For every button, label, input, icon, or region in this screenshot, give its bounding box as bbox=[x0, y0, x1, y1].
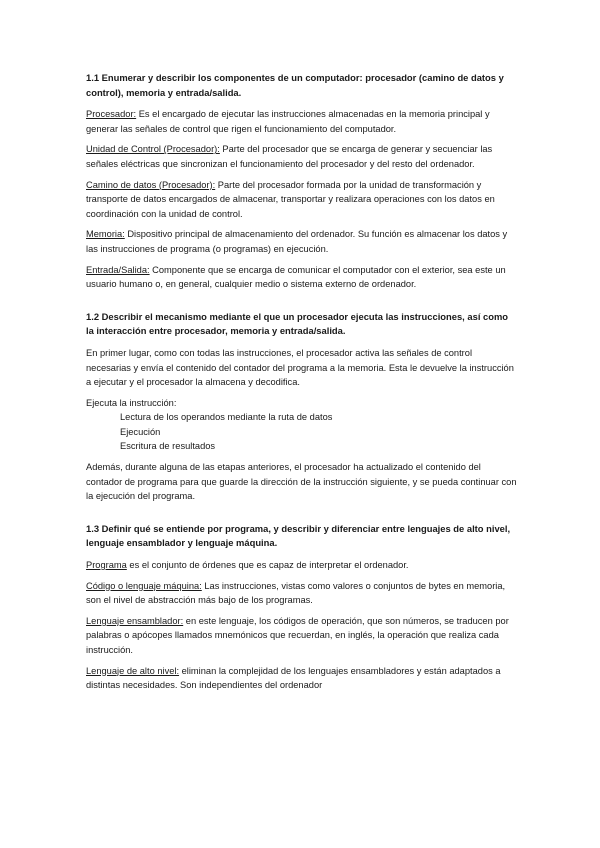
term-label: Programa bbox=[86, 560, 127, 571]
step-item: Escritura de resultados bbox=[120, 441, 216, 452]
term-label: Entrada/Salida: bbox=[86, 264, 150, 275]
definition-entrada-salida bbox=[86, 263, 518, 292]
section-heading: 1.1 Enumerar y describir los componentes de un computador: procesador (camino de datos y control), memoria y entrada/salida. bbox=[86, 72, 504, 98]
definition-text: Componente que se encarga de comunicar el computador con el exterior, sea este un usuario humano o, en general, cualquier medio o sistema externo de ordenador. bbox=[86, 264, 506, 290]
definition-text: Dispositivo principal de almacenamiento del ordenador. Su función es almacenar los datos y las instrucciones de programa (o programas) en ejecución. bbox=[86, 229, 508, 254]
definition-unidad-control bbox=[86, 142, 518, 171]
definition-text: Parte del procesador que se encarga de generar y secuenciar las señales eléctricas que sincronizan el funcionamiento del procesador y del resto del ordenador. bbox=[86, 144, 493, 169]
definition-memoria bbox=[86, 227, 518, 256]
execution-steps bbox=[120, 410, 518, 454]
definition-text: Parte del procesador formada por la unidad de transformación y transporte de datos encargados de almacenar, transportar y realizara operaciones con los datos en coordinación con la unidad de control. bbox=[86, 179, 495, 219]
section-1-1 bbox=[86, 71, 518, 292]
closing-paragraph: Además, durante alguna de las etapas anteriores, el procesador ha actualizado el contenido del contador de programa para que guarde la dirección de la instrucción siguiente, y se pueda continuar con la ejecución del programa. bbox=[86, 462, 517, 502]
term-label: Lenguaje ensamblador: bbox=[86, 615, 184, 626]
term-label: Unidad de Control (Procesador): bbox=[86, 144, 220, 155]
section-heading: 1.3 Definir qué se entiende por programa, y describir y diferenciar entre lenguajes de alto nivel, lenguaje ensamblador y lenguaje máquina. bbox=[86, 522, 511, 549]
definition-text: en este lenguaje, los códigos de operación, que son números, se traducen por palabras o apócopes llamados mnemónicos que recuerdan, en inglés, la operación que realiza cada instrucción. bbox=[86, 615, 509, 655]
document-body bbox=[86, 71, 518, 711]
intro-paragraph: En primer lugar, como con todas las instrucciones, el procesador activa las señales de control necesarias y envía el contenido del contador del programa a la memoria. Esta le devuelve la instrucción a ejecutar y el procesador la almacena y decodifica. bbox=[86, 347, 514, 388]
term-label: Código o lenguaje máquina: bbox=[86, 580, 202, 591]
section-1-3 bbox=[86, 522, 518, 693]
definition-text: es el conjunto de órdenes que es capaz de interpretar el ordenador. bbox=[126, 560, 409, 571]
definition-lenguaje-ensamblador bbox=[86, 614, 518, 658]
term-label: Procesador: bbox=[86, 109, 137, 120]
definition-procesador bbox=[86, 107, 518, 136]
definition-text: Las instrucciones, vistas como valores o conjuntos de bytes en memoria, son el nivel de abstracción más bajo de los programas. bbox=[86, 580, 506, 606]
term-label: Memoria: bbox=[86, 229, 125, 240]
term-label: Lenguaje de alto nivel: bbox=[86, 665, 180, 676]
execute-label: Ejecuta la instrucción: bbox=[86, 397, 177, 408]
definition-text: Es el encargado de ejecutar las instrucciones almacenadas en la memoria principal y generar las señales de control que rigen el funcionamiento del computador. bbox=[86, 109, 490, 134]
section-heading: 1.2 Describir el mecanismo mediante el que un procesador ejecuta las instrucciones, así como la interacción entre procesador, memoria y entrada/salida. bbox=[86, 310, 509, 337]
step-item: Ejecución bbox=[120, 426, 161, 437]
step-item: Lectura de los operandos mediante la ruta de datos bbox=[120, 412, 333, 423]
definition-camino-datos bbox=[86, 178, 518, 222]
definition-lenguaje-alto-nivel bbox=[86, 664, 518, 693]
term-label: Camino de datos (Procesador): bbox=[86, 179, 216, 190]
definition-programa bbox=[86, 558, 518, 573]
section-1-2 bbox=[86, 310, 518, 504]
definition-lenguaje-maquina bbox=[86, 579, 518, 608]
definition-text: eliminan la complejidad de los lenguajes ensambladores y están adaptados a distintas necesidades. Son independientes del ordenador bbox=[86, 665, 501, 691]
